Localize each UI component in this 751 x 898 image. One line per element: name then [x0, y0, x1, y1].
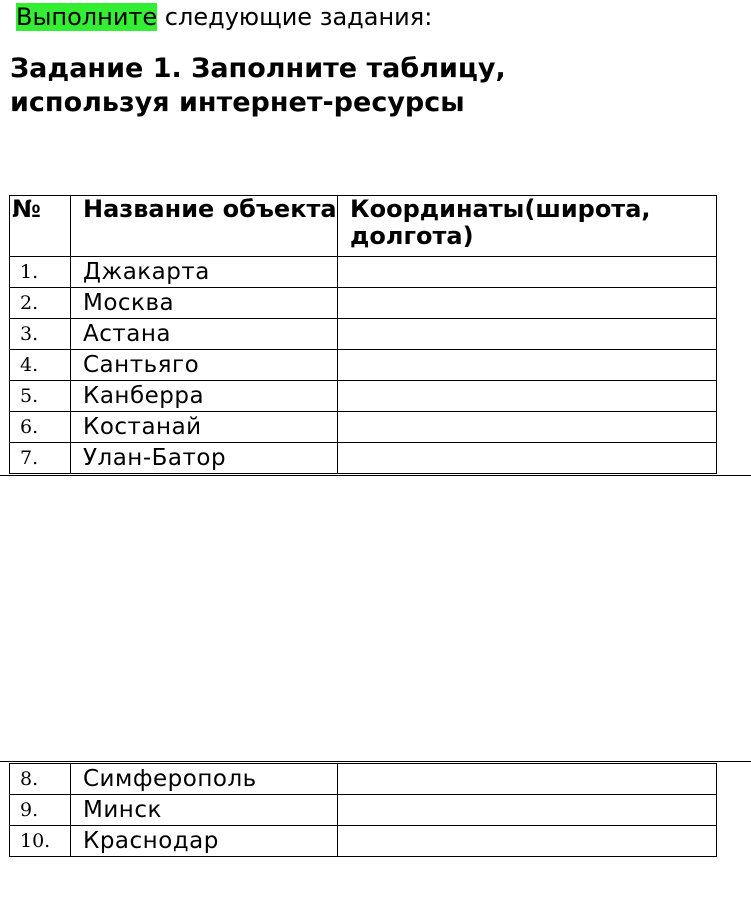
row-number: 6.: [10, 412, 71, 443]
header-number: №: [10, 196, 71, 257]
table-row: [10, 288, 717, 319]
row-number: 1.: [10, 257, 71, 288]
object-name: Джакарта: [71, 257, 338, 288]
row-number: 9.: [10, 795, 71, 826]
coordinates-cell[interactable]: [338, 350, 717, 381]
table-row: [10, 412, 717, 443]
object-name: Симферополь: [71, 764, 338, 795]
table-row: [10, 319, 717, 350]
intro-text: следующие задания:: [157, 3, 433, 31]
page-break-line-top: [0, 475, 751, 476]
object-name: Сантьяго: [71, 350, 338, 381]
row-number: 2.: [10, 288, 71, 319]
object-name: Москва: [71, 288, 338, 319]
table-row: [10, 764, 717, 795]
coordinates-cell[interactable]: [338, 288, 717, 319]
task-title: Задание 1. Заполните таблицу, используя интернет-ресурсы: [10, 53, 506, 118]
coordinates-cell[interactable]: [338, 826, 717, 857]
coordinates-cell[interactable]: [338, 795, 717, 826]
object-name: Минск: [71, 795, 338, 826]
row-number: 4.: [10, 350, 71, 381]
object-name: Улан-Батор: [71, 443, 338, 474]
header-object-name: Название объекта: [71, 196, 338, 257]
header-coordinates: Координаты(широта, долгота): [338, 196, 717, 257]
table-header-row: [10, 196, 717, 257]
row-number: 3.: [10, 319, 71, 350]
table-row: [10, 795, 717, 826]
table-row: [10, 443, 717, 474]
object-name: Костанай: [71, 412, 338, 443]
row-number: 5.: [10, 381, 71, 412]
coordinates-cell[interactable]: [338, 381, 717, 412]
row-number: 8.: [10, 764, 71, 795]
object-name: Канберра: [71, 381, 338, 412]
coordinates-cell[interactable]: [338, 443, 717, 474]
object-name: Краснодар: [71, 826, 338, 857]
coordinates-cell[interactable]: [338, 257, 717, 288]
row-number: 7.: [10, 443, 71, 474]
table-row: [10, 350, 717, 381]
coordinates-cell[interactable]: [338, 319, 717, 350]
table-row: [10, 381, 717, 412]
table-row: [10, 257, 717, 288]
table-row: [10, 826, 717, 857]
coordinates-cell[interactable]: [338, 412, 717, 443]
page-break-line-bottom: [0, 761, 751, 762]
object-name: Астана: [71, 319, 338, 350]
highlighted-word: Выполните: [16, 3, 158, 31]
coordinates-table: [9, 195, 717, 474]
intro-line: [16, 0, 432, 34]
coordinates-table-continued: [9, 763, 717, 857]
row-number: 10.: [10, 826, 71, 857]
coordinates-cell[interactable]: [338, 764, 717, 795]
